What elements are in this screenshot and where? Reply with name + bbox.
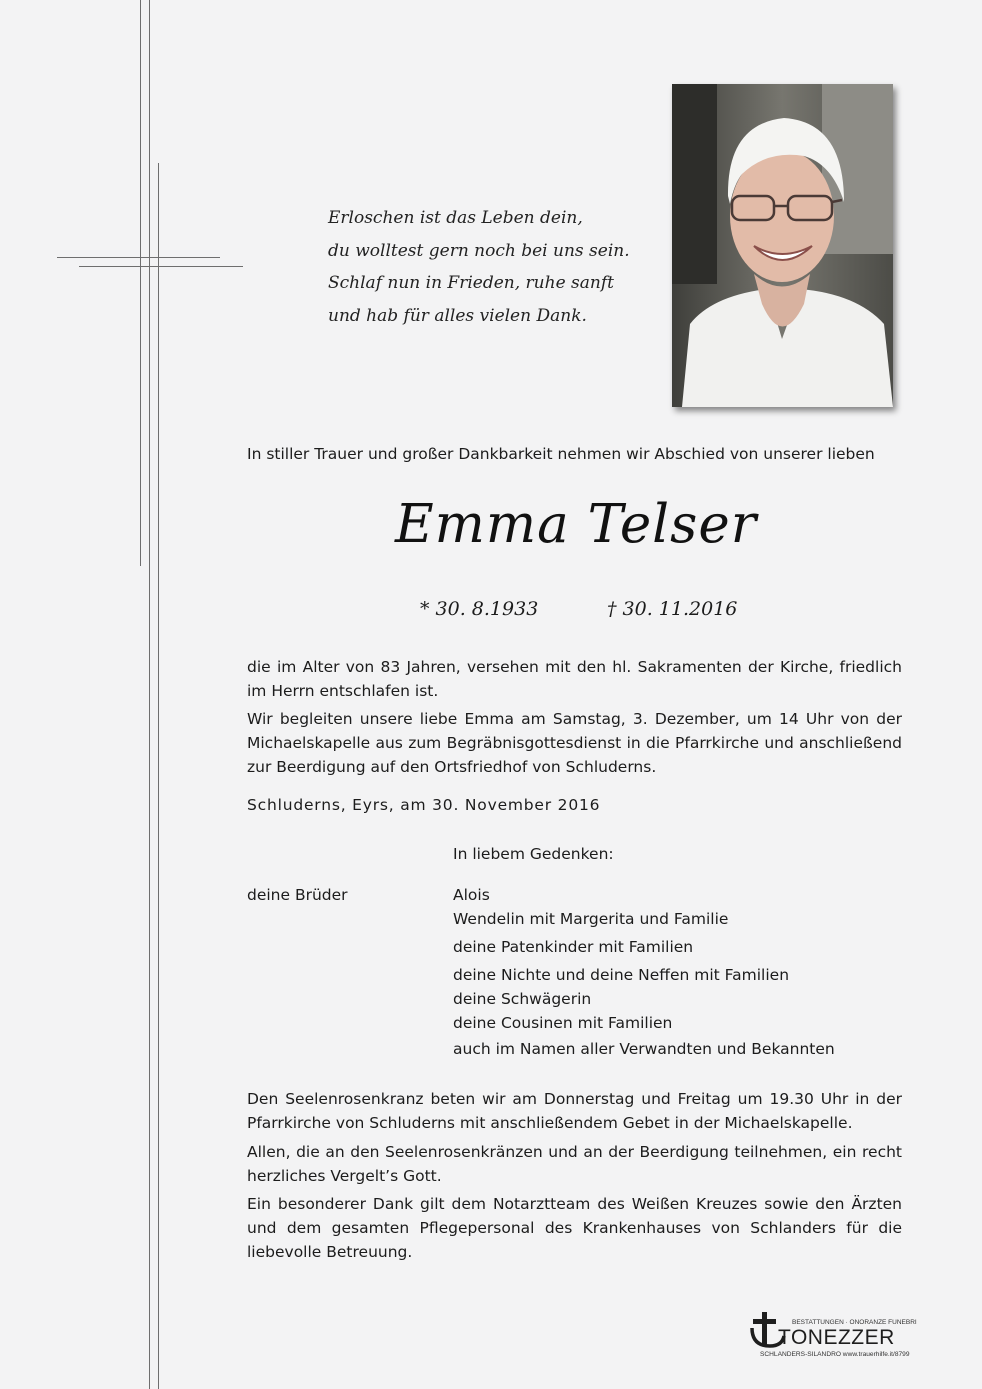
funeral-home-logo (748, 1310, 948, 1365)
logo-tagline: BESTATTUNGEN · ONORANZE FUNEBRI (792, 1319, 917, 1326)
portrait-illustration (672, 84, 893, 407)
mourner-item: Alois (453, 886, 490, 904)
cross-line-long-vertical (149, 0, 150, 1389)
cross-line-lower-horizontal (79, 266, 243, 267)
paragraph-funeral: Wir begleiten unsere liebe Emma am Samstag, 3. Dezember, um 14 Uhr von der Michaelskapelle aus zum Begräbnisgottesdienst in die Pfarrkirche und anschließend zur Beerdigung auf den Ortsfriedhof von Schluderns. (247, 710, 902, 776)
paragraph-passing: die im Alter von 83 Jahren, versehen mit den hl. Sakramenten der Kirche, friedlich im Herrn entschlafen ist. (247, 658, 902, 700)
poem-line: und hab für alles vielen Dank. (328, 305, 587, 326)
portrait-photo (672, 84, 893, 407)
mourner-item: deine Cousinen mit Familien (453, 1014, 673, 1032)
death-date: † 30. 11.2016 (607, 598, 738, 620)
poem (328, 202, 628, 332)
mourner-item: deine Schwägerin (453, 990, 592, 1008)
logo-brand: TONEZZER (778, 1326, 895, 1349)
poem-line: Schlaf nun in Frieden, ruhe sanft (328, 273, 614, 293)
logo-footer: SCHLANDERS-SILANDRO www.trauerhilfe.it/8799 (760, 1351, 910, 1358)
mourner-item: auch im Namen aller Verwandten und Bekannten (453, 1040, 835, 1058)
paragraph-thanks: Allen, die an den Seelenrosenkränzen und an der Beerdigung teilnehmen, ein recht herzliches Vergelt’s Gott. (247, 1143, 902, 1185)
poem-line: du wolltest gern noch bei uns sein. (328, 240, 630, 261)
in-memory-heading: In liebem Gedenken: (453, 845, 614, 863)
mourner-item: deine Nichte und deine Neffen mit Familien (453, 966, 790, 984)
cross-line-short-vertical (140, 0, 141, 566)
place-date: Schluderns, Eyrs, am 30. November 2016 (247, 796, 601, 814)
mourners-role: deine Brüder (247, 886, 348, 904)
logo-mark (748, 1310, 948, 1365)
deceased-name: Emma Telser (394, 494, 758, 555)
poem-line: Erloschen ist das Leben dein, (328, 208, 583, 228)
cross-line-inner-vertical (158, 163, 159, 1389)
intro-text: In stiller Trauer und großer Dankbarkeit nehmen wir Abschied von unserer lieben (247, 445, 875, 463)
mourner-item: deine Patenkinder mit Familien (453, 938, 694, 956)
cross-line-upper-horizontal (57, 257, 220, 258)
paragraph-rosary: Den Seelenrosenkranz beten wir am Donnerstag und Freitag um 19.30 Uhr in der Pfarrkirche von Schluderns mit anschließendem Gebet in der Michaelskapelle. (247, 1090, 902, 1132)
birth-date: * 30. 8.1933 (420, 598, 539, 620)
paragraph-special-thanks: Ein besonderer Dank gilt dem Notarztteam des Weißen Kreuzes sowie den Ärzten und dem gesamten Pflegepersonal des Krankenhauses von Schlanders für die liebevolle Betreuung. (247, 1195, 902, 1261)
mourner-item: Wendelin mit Margerita und Familie (453, 910, 729, 928)
